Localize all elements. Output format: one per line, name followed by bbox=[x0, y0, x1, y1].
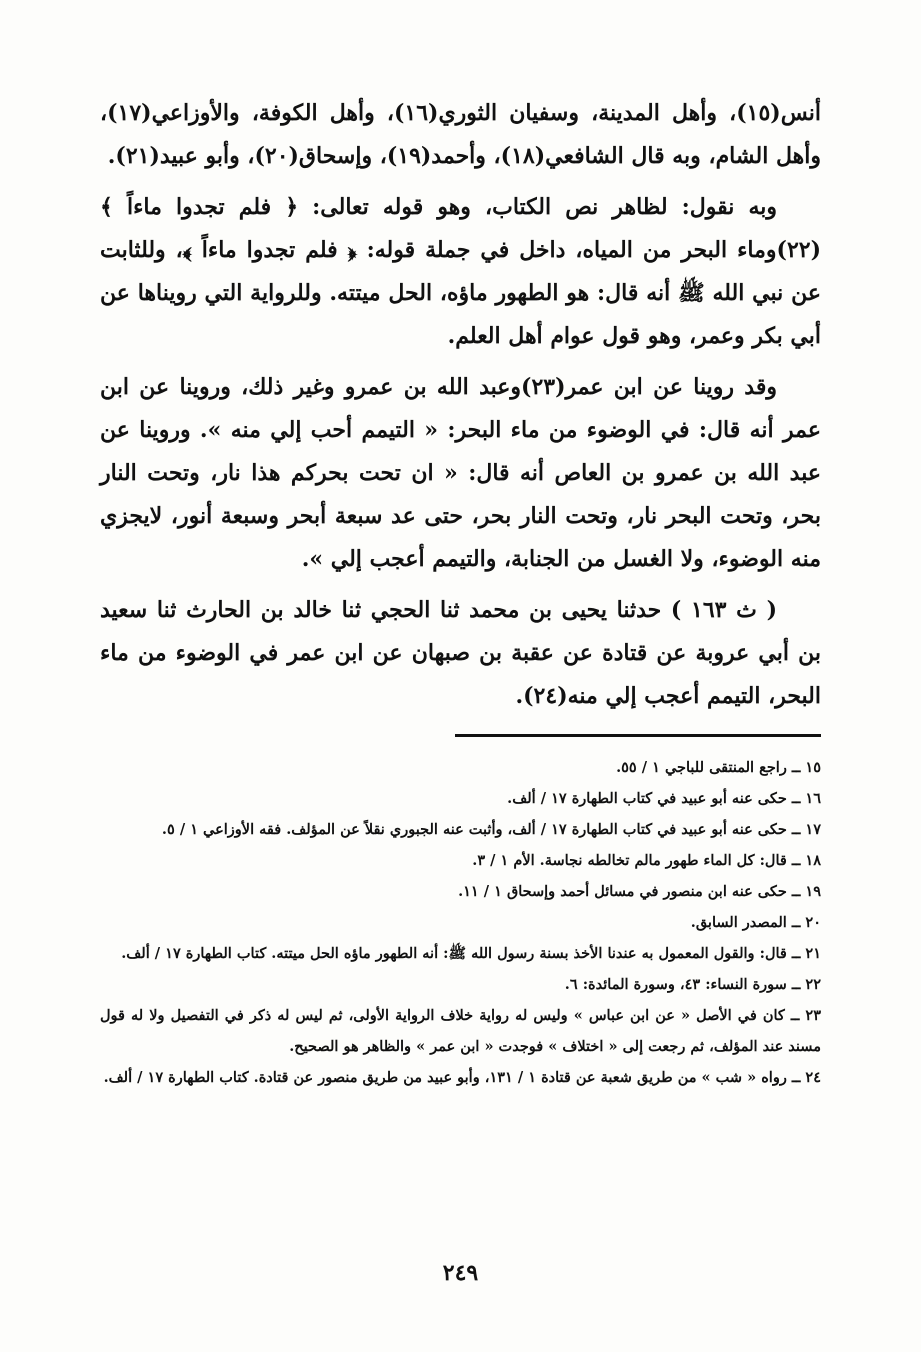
paragraph-4: ( ث ١٦٣ ) حدثنا يحيى بن محمد ثنا الحجي ثنا خالد بن الحارث ثنا سعيد بن أبي عروبة عن قتادة عن عقبة بن صبهان عن ابن عمر في الوضوء من ماء البحر، التيمم أعجب إلي منه(٢٤). bbox=[100, 597, 821, 709]
footnotes bbox=[100, 752, 821, 1093]
paragraph-3: وقد روينا عن ابن عمر(٢٣)وعبد الله بن عمرو وغير ذلك، وروينا عن ابن عمر أنه قال: في الوضوء من ماء البحر: « التيمم أحب إلي منه ». وروينا عن عبد الله بن عمرو بن العاص أنه قال: « ان تحت بحركم هذا نار، وتحت النار بحر، وتحت البحر نار، وتحت النار بحر، حتى عد سبعة أبحر وسبعة أنور، لايجزي منه الوضوء، ولا الغسل من الجنابة، والتيمم أعجب إلي ». bbox=[100, 374, 821, 572]
footnote-15: ١٥ ــ راجع المنتقى للباجي ١ / ٥٥. bbox=[616, 759, 821, 776]
footnote-23: ٢٣ ــ كان في الأصل « عن ابن عباس » وليس له رواية خلاف الرواية الأولى، ثم ليس له ذكر في التفصيل ولا له قول مسند عند المؤلف، ثم رجعت إلى « اختلاف » فوجدت « ابن عمر » والظاهر هو الصحيح. bbox=[100, 1007, 821, 1055]
page-number: ٢٤٩ bbox=[442, 1260, 479, 1286]
footnote-20: ٢٠ ــ المصدر السابق. bbox=[690, 914, 821, 931]
main-text bbox=[100, 92, 821, 726]
footnote-22: ٢٢ ــ سورة النساء: ٤٣، وسورة المائدة: ٦. bbox=[564, 976, 821, 993]
paragraph-1: أنس(١٥)، وأهل المدينة، وسفيان الثوري(١٦)، وأهل الكوفة، والأوزاعي(١٧)، وأهل الشام، وبه قال الشافعي(١٨)، وأحمد(١٩)، وإسحاق(٢٠)، وأبو عبيد(٢١). bbox=[100, 100, 821, 169]
paragraph-2: وبه نقول: لظاهر نص الكتاب، وهو قوله تعالى: ﴿ فلم تجدوا ماءاً ﴾(٢٢)وماء البحر من المياه، داخل في جملة قوله: ﴿ فلم تجدوا ماءاً ﴾، وللثابت عن نبي الله ﷺ أنه قال: هو الطهور ماؤه، الحل ميتته. وللرواية التي رويناها عن أبي بكر وعمر، وهو قول عوام أهل العلم. bbox=[100, 194, 821, 349]
footnote-separator bbox=[455, 734, 821, 737]
footnote-18: ١٨ ــ قال: كل الماء طهور مالم تخالطه نجاسة. الأم ١ / ٣. bbox=[472, 852, 821, 869]
footnote-24: ٢٤ ــ رواه « شب » من طريق شعبة عن قتادة ١ / ١٣١، وأبو عبيد من طريق منصور عن قتادة. كتاب الطهارة ١٧ / ألف. bbox=[103, 1069, 821, 1086]
footnote-21: ٢١ ــ قال: والقول المعمول به عندنا الأخذ بسنة رسول الله ﷺ: أنه الطهور ماؤه الحل ميتته. كتاب الطهارة ١٧ / ألف. bbox=[121, 945, 821, 962]
footnote-16: ١٦ ــ حكى عنه أبو عبيد في كتاب الطهارة ١٧ / ألف. bbox=[507, 790, 821, 807]
footnote-17: ١٧ ــ حكى عنه أبو عبيد في كتاب الطهارة ١٧ / ألف، وأثبت عنه الجبوري نقلاً عن المؤلف. فقه الأوزاعي ١ / ٥. bbox=[161, 821, 821, 838]
footnote-19: ١٩ ــ حكى عنه ابن منصور في مسائل أحمد وإسحاق ١ / ١١. bbox=[458, 883, 821, 900]
